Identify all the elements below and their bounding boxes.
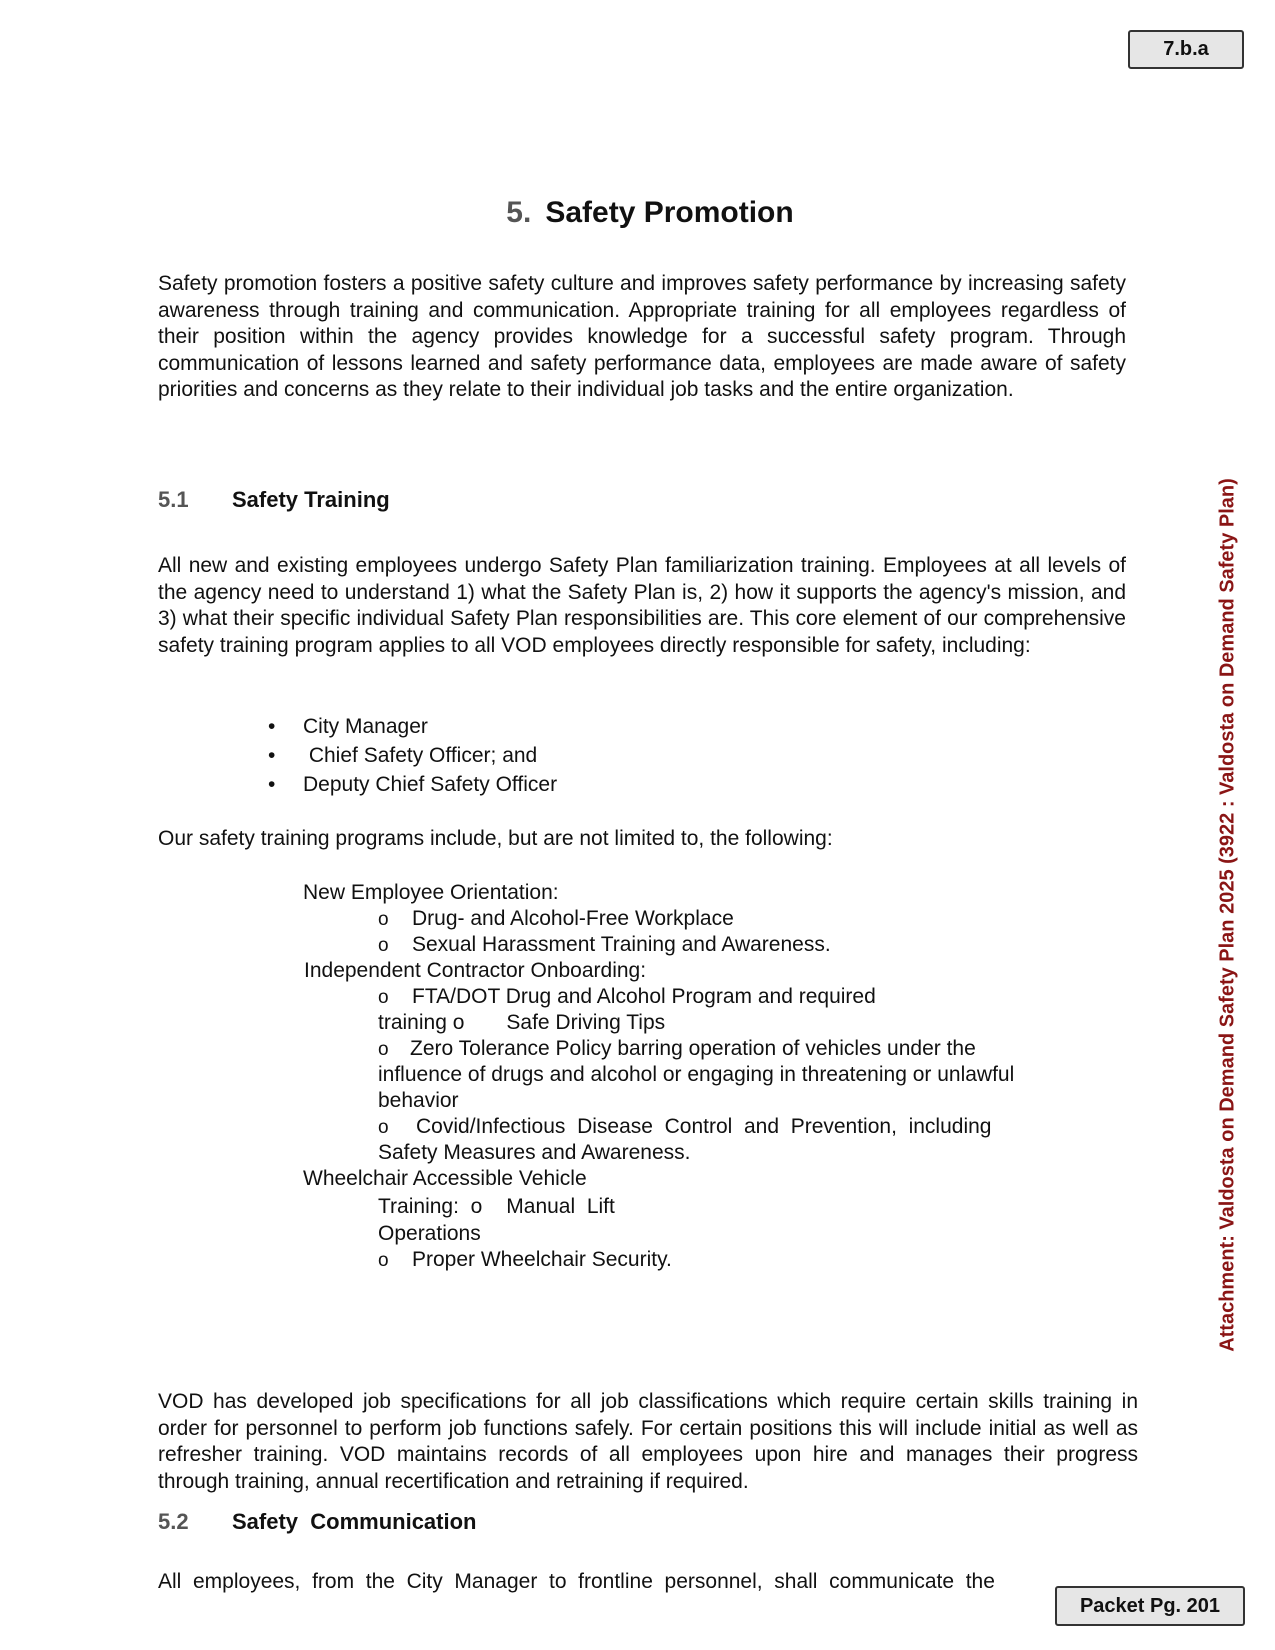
circle-bullet-icon: o [378,1117,389,1138]
list-item-text: City Manager [303,715,428,738]
circle-bullet-icon: o [378,935,389,956]
section-number: 5. [506,196,532,229]
program-heading-new-employee: New Employee Orientation: [303,881,559,904]
subsection-heading-safety-communication [158,1509,476,1535]
bullet-icon: • [268,744,276,767]
list-item-text: Covid/Infectious Disease Control and Prevention, including [416,1115,992,1138]
section-title: Safety Promotion [545,196,794,229]
list-item-text: Sexual Harassment Training and Awareness. [412,933,831,956]
program-heading-contractor: Independent Contractor Onboarding: [304,959,647,982]
list-item [258,712,557,741]
training-paragraph: All new and existing employees undergo Safety Plan familiarization training. Employees at all levels of the agency need to understand 1) what the Safety Plan is, 2) how it supports the agency's mission, and 3) what their specific individual Safety Plan responsibilities are. This core element of our comprehensive safety training program applies to all VOD employees directly responsible for safety, including: [158,554,1126,657]
list-item [378,906,734,933]
list-item-text: Proper Wheelchair Security. [412,1248,672,1271]
list-item-text: Manual Lift [506,1195,615,1218]
intro-paragraph: Safety promotion fosters a positive safety culture and improves safety performance by increasing safety awareness through training and communication. Appropriate training for all employees regardless of their position within the agency provides knowledge for a successful safety program. Through communication of lessons learned and safety performance data, employees are made aware of safety priorities and concerns as they relate to their individual job tasks and the entire organization. [158,272,1126,401]
list-item-text: Zero Tolerance Policy barring operation of vehicles under the [410,1037,976,1060]
circle-bullet-icon: o [378,987,389,1008]
bullet-icon: • [268,715,276,738]
list-item [378,1247,672,1274]
circle-bullet-icon: o [378,1250,389,1271]
list-item [378,932,831,959]
communication-paragraph: All employees, from the City Manager to frontline personnel, shall communicate the [158,1570,995,1593]
list-item-continuation: behavior [378,1089,459,1112]
programs-lead-paragraph: Our safety training programs include, but are not limited to, the following: [158,827,833,850]
subsection-number: 5.2 [158,1509,189,1534]
list-item-text: training o [378,1011,465,1034]
circle-bullet-icon: o [378,909,389,930]
responsible-roles-list [258,712,557,799]
packet-page-tag: Packet Pg. 201 [1055,1586,1245,1626]
list-item-continuation [378,1194,615,1220]
list-item [258,741,557,770]
subsection-heading-safety-training [158,487,390,513]
program-heading-wheelchair: Wheelchair Accessible Vehicle [303,1167,587,1190]
attachment-sidebar-label: Attachment: Valdosta on Demand Safety Plan 2025 (3922 : Valdosta on Demand Safety Plan) [1216,478,1239,1352]
subsection-title: Safety Communication [232,1509,477,1534]
agenda-item-tag: 7.b.a [1128,30,1244,69]
subsection-title: Safety Training [232,487,390,512]
vod-job-specifications-paragraph: VOD has developed job specifications for all job classifications which require certain skills training in order for personnel to perform job functions safely. For certain positions this will include initial as well as refresher training. VOD maintains records of all employees upon hire and manages their progress through training, annual recertification and retraining if required. [158,1390,1138,1493]
section-heading [0,196,1275,230]
subsection-number: 5.1 [158,487,189,512]
list-item-text: Deputy Chief Safety Officer [303,773,558,796]
list-item-continuation [378,1010,665,1036]
list-item-continuation: Safety Measures and Awareness. [378,1141,691,1164]
list-item-text: Training: o [378,1195,483,1218]
list-item-text: FTA/DOT Drug and Alcohol Program and required [412,985,876,1008]
list-item [378,984,876,1011]
list-item-text: Drug- and Alcohol-Free Workplace [412,907,734,930]
list-item-continuation: influence of drugs and alcohol or engaging in threatening or unlawful [378,1063,1015,1086]
list-item-text: Chief Safety Officer; and [303,744,538,767]
list-item [378,1036,976,1063]
list-item-text: Safe Driving Tips [506,1011,666,1034]
circle-bullet-icon: o [378,1039,389,1060]
list-item [378,1114,991,1141]
list-item-continuation: Operations [378,1222,481,1245]
bullet-icon: • [268,773,276,796]
list-item [258,770,557,799]
